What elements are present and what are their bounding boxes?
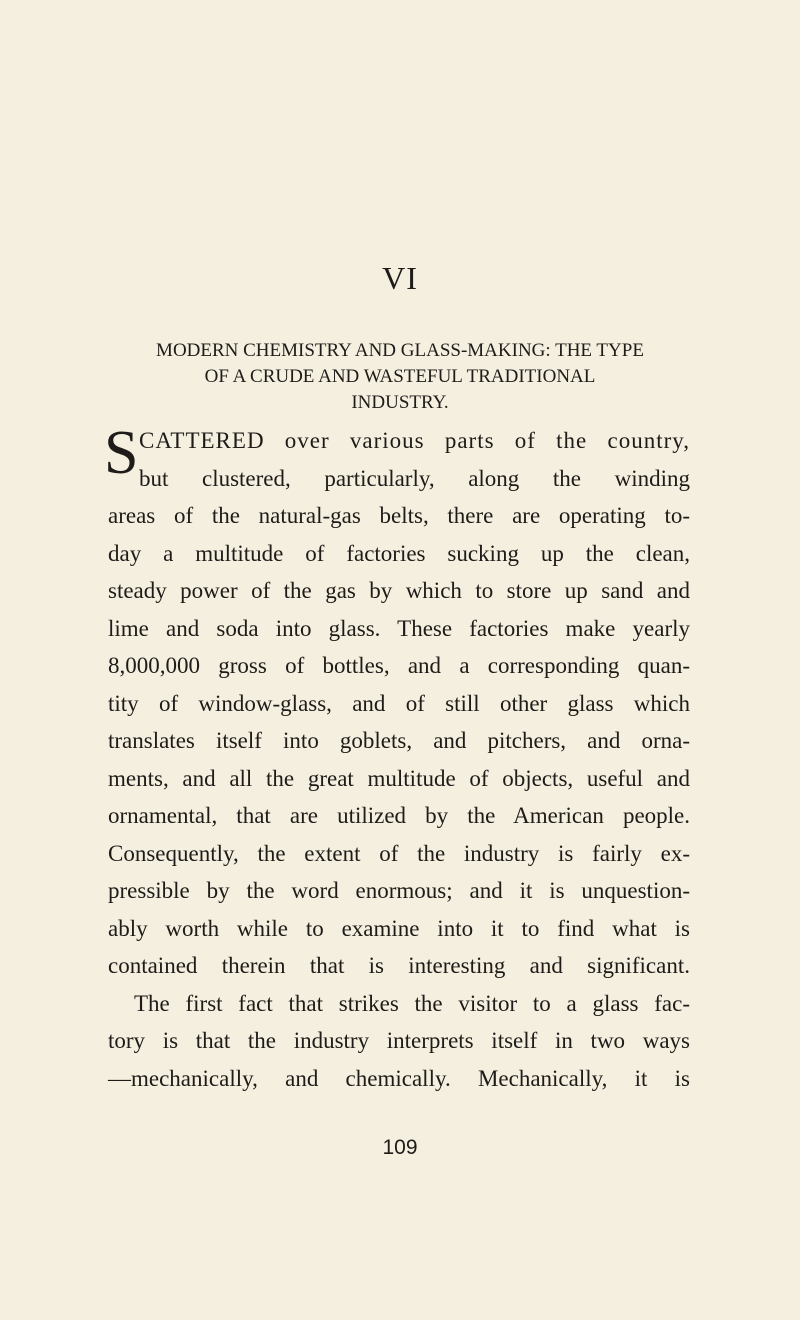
text-line: areas of the natural-gas belts, there are operating to- <box>108 503 690 528</box>
chapter-title-line: MODERN CHEMISTRY AND GLASS-MAKING: THE TYPE <box>156 340 644 361</box>
text-line: ments, and all the great multitude of objects, useful and <box>108 765 690 791</box>
text-line: day a multitude of factories sucking up the clean, <box>108 540 690 566</box>
text-line: tity of window-glass, and of still other glass which <box>108 690 690 716</box>
text-line: CATTERED over various parts of the country, <box>139 428 690 453</box>
drop-cap: S <box>104 419 139 487</box>
text-line: ornamental, that are utilized by the American people. <box>108 803 690 828</box>
text-line: —mechanically, and chemically. Mechanically, it is <box>108 1065 690 1091</box>
text-line: ably worth while to examine into it to find what is <box>108 915 690 941</box>
chapter-title <box>140 338 660 416</box>
text-line: tory is that the industry interprets itself in two ways <box>108 1028 690 1053</box>
text-line: The first fact that strikes the visitor to a glass fac- <box>134 990 690 1016</box>
text-line: pressible by the word enormous; and it is unquestion- <box>108 878 690 903</box>
body-text <box>104 419 690 1097</box>
text-line: translates itself into goblets, and pitchers, and orna- <box>108 728 690 753</box>
chapter-title-line: INDUSTRY. <box>351 392 449 413</box>
text-line: but clustered, particularly, along the winding <box>139 465 690 491</box>
text-line: contained therein that is interesting and significant. <box>108 953 690 978</box>
text-line: Consequently, the extent of the industry is fairly ex- <box>108 840 690 866</box>
text-line: steady power of the gas by which to store up sand and <box>108 578 690 603</box>
text-line: lime and soda into glass. These factories make yearly <box>108 615 690 641</box>
text-line: 8,000,000 gross of bottles, and a corresponding quan- <box>108 653 690 678</box>
chapter-title-line: OF A CRUDE AND WASTEFUL TRADITIONAL <box>204 366 596 387</box>
page-number: 109 <box>382 1136 418 1159</box>
chapter-number: VI <box>382 260 418 296</box>
